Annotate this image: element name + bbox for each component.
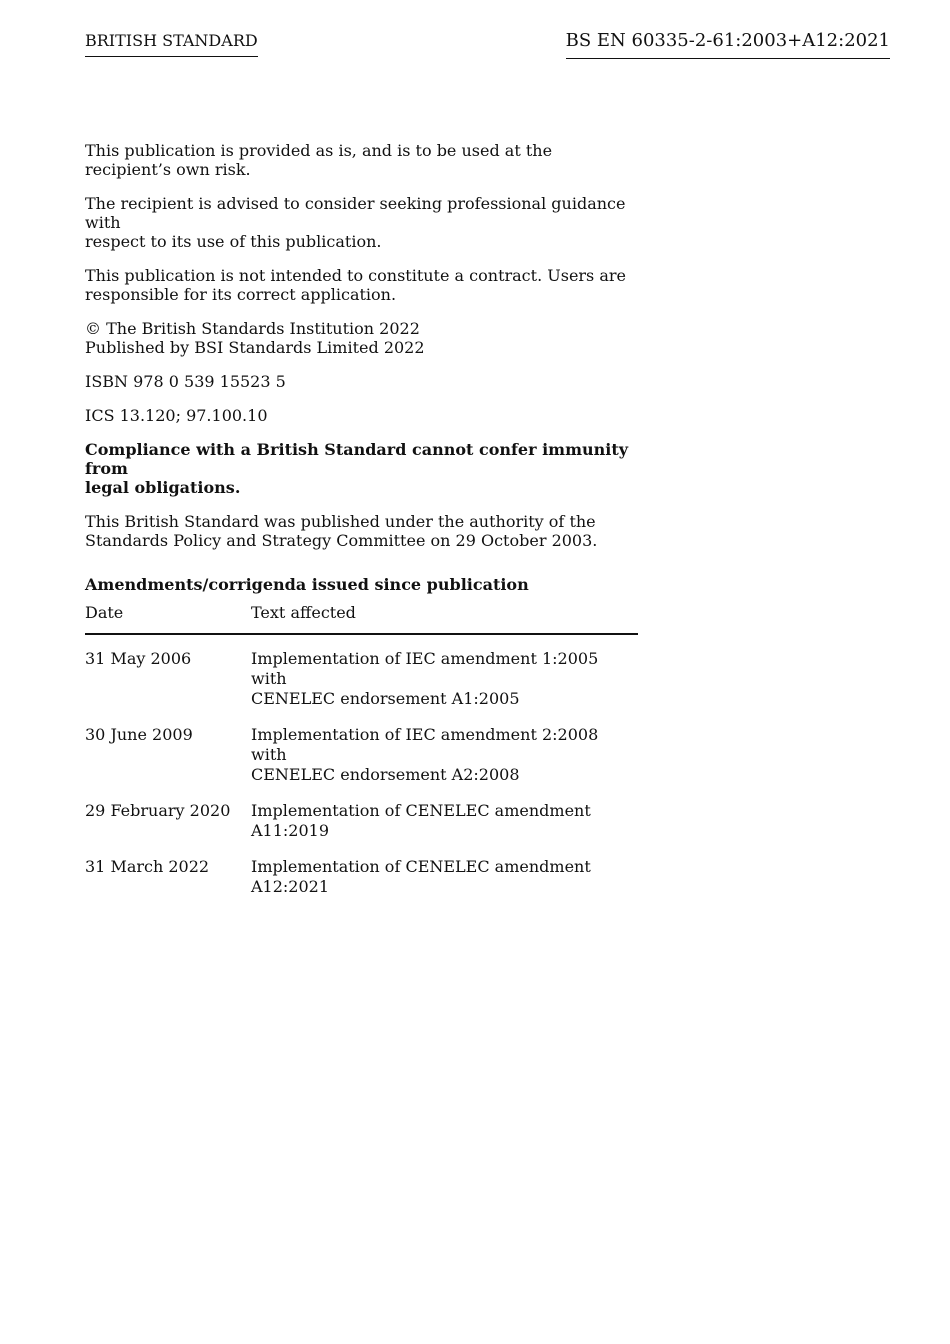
table-row xyxy=(85,801,638,857)
amendment-text xyxy=(251,634,638,725)
notice-line: responsible for its correct application. xyxy=(85,285,397,304)
authority-statement xyxy=(85,512,645,550)
authority-line: Standards Policy and Strategy Committee on 29 October 2003. xyxy=(85,531,598,550)
copyright-line: © The British Standards Institution 2022 xyxy=(85,319,420,338)
authority-line: This British Standard was published under the authority of the xyxy=(85,512,596,531)
column-header-date: Date xyxy=(85,603,251,634)
notice-not-a-contract xyxy=(85,266,645,304)
isbn: ISBN 978 0 539 15523 5 xyxy=(85,372,286,391)
amendment-text-line: CENELEC endorsement A1:2005 xyxy=(251,689,520,708)
amendments-table xyxy=(85,603,638,913)
column-header-text-affected: Text affected xyxy=(251,603,638,634)
notice-line: recipient’s own risk. xyxy=(85,160,251,179)
header-standard-number: BS EN 60335-2-61:2003+A12:2021 xyxy=(566,30,890,59)
amendment-text xyxy=(251,857,638,913)
ics-codes: ICS 13.120; 97.100.10 xyxy=(85,406,268,425)
amendment-text-line: Implementation of IEC amendment 1:2005 with xyxy=(251,649,599,688)
imprint-content xyxy=(85,141,645,913)
amendment-date: 30 June 2009 xyxy=(85,725,193,744)
amendments-header-row xyxy=(85,603,638,634)
amendment-text-line: Implementation of CENELEC amendment A11:2019 xyxy=(251,801,591,840)
copyright-notice xyxy=(85,319,645,357)
amendment-date: 31 March 2022 xyxy=(85,857,210,876)
notice-line: This publication is provided as is, and is to be used at the xyxy=(85,141,553,160)
compliance-line: Compliance with a British Standard cannot confer immunity from xyxy=(85,440,629,478)
amendment-text-line: Implementation of CENELEC amendment A12:2021 xyxy=(251,857,591,896)
notice-line: The recipient is advised to consider seeking professional guidance with xyxy=(85,194,626,232)
amendment-date: 29 February 2020 xyxy=(85,801,231,820)
notice-line: This publication is not intended to constitute a contract. Users are xyxy=(85,266,627,285)
table-row xyxy=(85,634,638,725)
compliance-statement xyxy=(85,440,645,497)
compliance-line: legal obligations. xyxy=(85,478,241,497)
amendment-text xyxy=(251,725,638,801)
amendment-text xyxy=(251,801,638,857)
notice-line: respect to its use of this publication. xyxy=(85,232,382,251)
header-publisher-label: BRITISH STANDARD xyxy=(85,31,258,57)
table-row xyxy=(85,857,638,913)
notice-professional-guidance xyxy=(85,194,645,251)
amendment-text-line: CENELEC endorsement A2:2008 xyxy=(251,765,520,784)
amendment-text-line: Implementation of IEC amendment 2:2008 with xyxy=(251,725,599,764)
amendments-heading: Amendments/corrigenda issued since publication xyxy=(85,575,529,594)
publisher-line: Published by BSI Standards Limited 2022 xyxy=(85,338,425,357)
table-row xyxy=(85,725,638,801)
notice-provided-as-is xyxy=(85,141,645,179)
amendment-date: 31 May 2006 xyxy=(85,649,192,668)
